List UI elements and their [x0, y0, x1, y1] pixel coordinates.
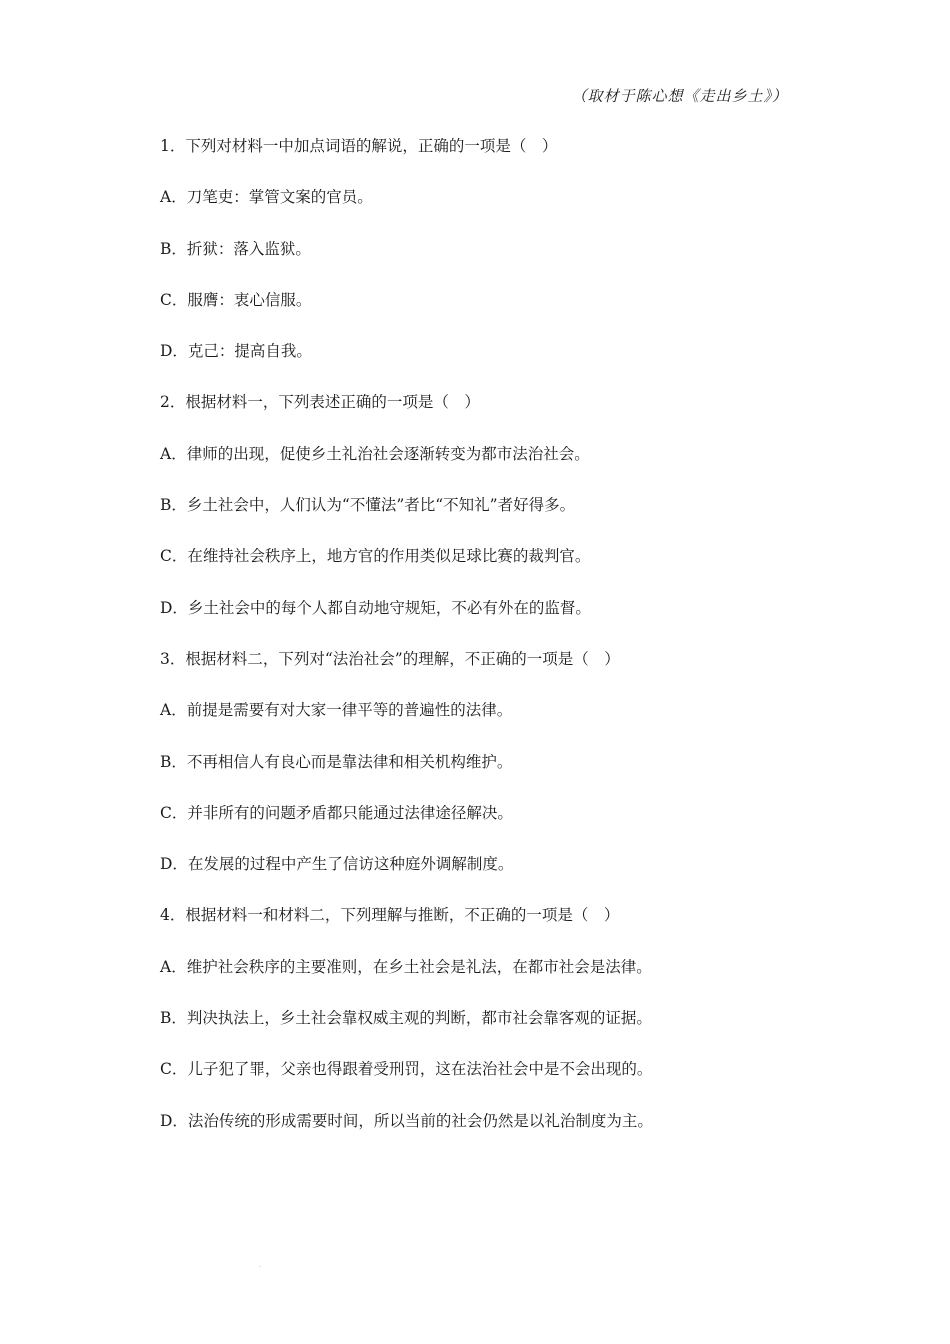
question-3-stem: 3．根据材料二，下列对“法治社会”的理解，不正确的一项是（ ） — [160, 649, 620, 668]
question-3-option-b: B．不再相信人有良心而是靠法律和相关机构维护。 — [160, 752, 513, 771]
question-3-option-d: D．在发展的过程中产生了信访这种庭外调解制度。 — [160, 855, 514, 874]
question-2-option-d: D．乡土社会中的每个人都自动地守规矩，不必有外在的监督。 — [160, 598, 591, 617]
question-2-stem: 2．根据材料一，下列表述正确的一项是（ ） — [160, 393, 480, 412]
question-3-option-c: C．并非所有的问题矛盾都只能通过法律途径解决。 — [160, 803, 513, 822]
question-2-option-a: A．律师的出现，促使乡土礼治社会逐渐转变为都市法治社会。 — [160, 444, 590, 463]
question-3-option-a: A．前提是需要有对大家一律平等的普遍性的法律。 — [160, 701, 513, 720]
footer-mark: . — [259, 1262, 261, 1269]
question-4-stem: 4．根据材料一和材料二，下列理解与推断，不正确的一项是（ ） — [160, 906, 620, 925]
question-4-option-c: C．儿子犯了罪，父亲也得跟着受刑罚，这在法治社会中是不会出现的。 — [160, 1060, 653, 1079]
question-2-option-c: C．在维持社会秩序上，地方官的作用类似足球比赛的裁判官。 — [160, 547, 591, 566]
source-citation: （取材于陈心想《走出乡土》） — [571, 87, 788, 105]
question-1-option-a: A．刀笔吏：掌管文案的官员。 — [160, 188, 373, 207]
question-4-option-d: D．法治传统的形成需要时间，所以当前的社会仍然是以礼治制度为主。 — [160, 1111, 653, 1130]
question-4-option-b: B．判决执法上，乡土社会靠权威主观的判断，都市社会靠客观的证据。 — [160, 1009, 652, 1028]
question-4-option-a: A．维护社会秩序的主要准则，在乡土社会是礼法，在都市社会是法律。 — [160, 957, 652, 976]
question-1-option-b: B．折狱：落入监狱。 — [160, 239, 311, 258]
question-1-stem: 1．下列对材料一中加点词语的解说，正确的一项是（ ） — [160, 137, 558, 155]
question-list — [160, 134, 800, 1160]
question-2-option-b: B．乡土社会中，人们认为“不懂法”者比“不知礼”者好得多。 — [160, 496, 576, 515]
question-1-option-c: C．服膺：衷心信服。 — [160, 290, 312, 309]
question-1-option-d: D．克己：提高自我。 — [160, 342, 312, 361]
